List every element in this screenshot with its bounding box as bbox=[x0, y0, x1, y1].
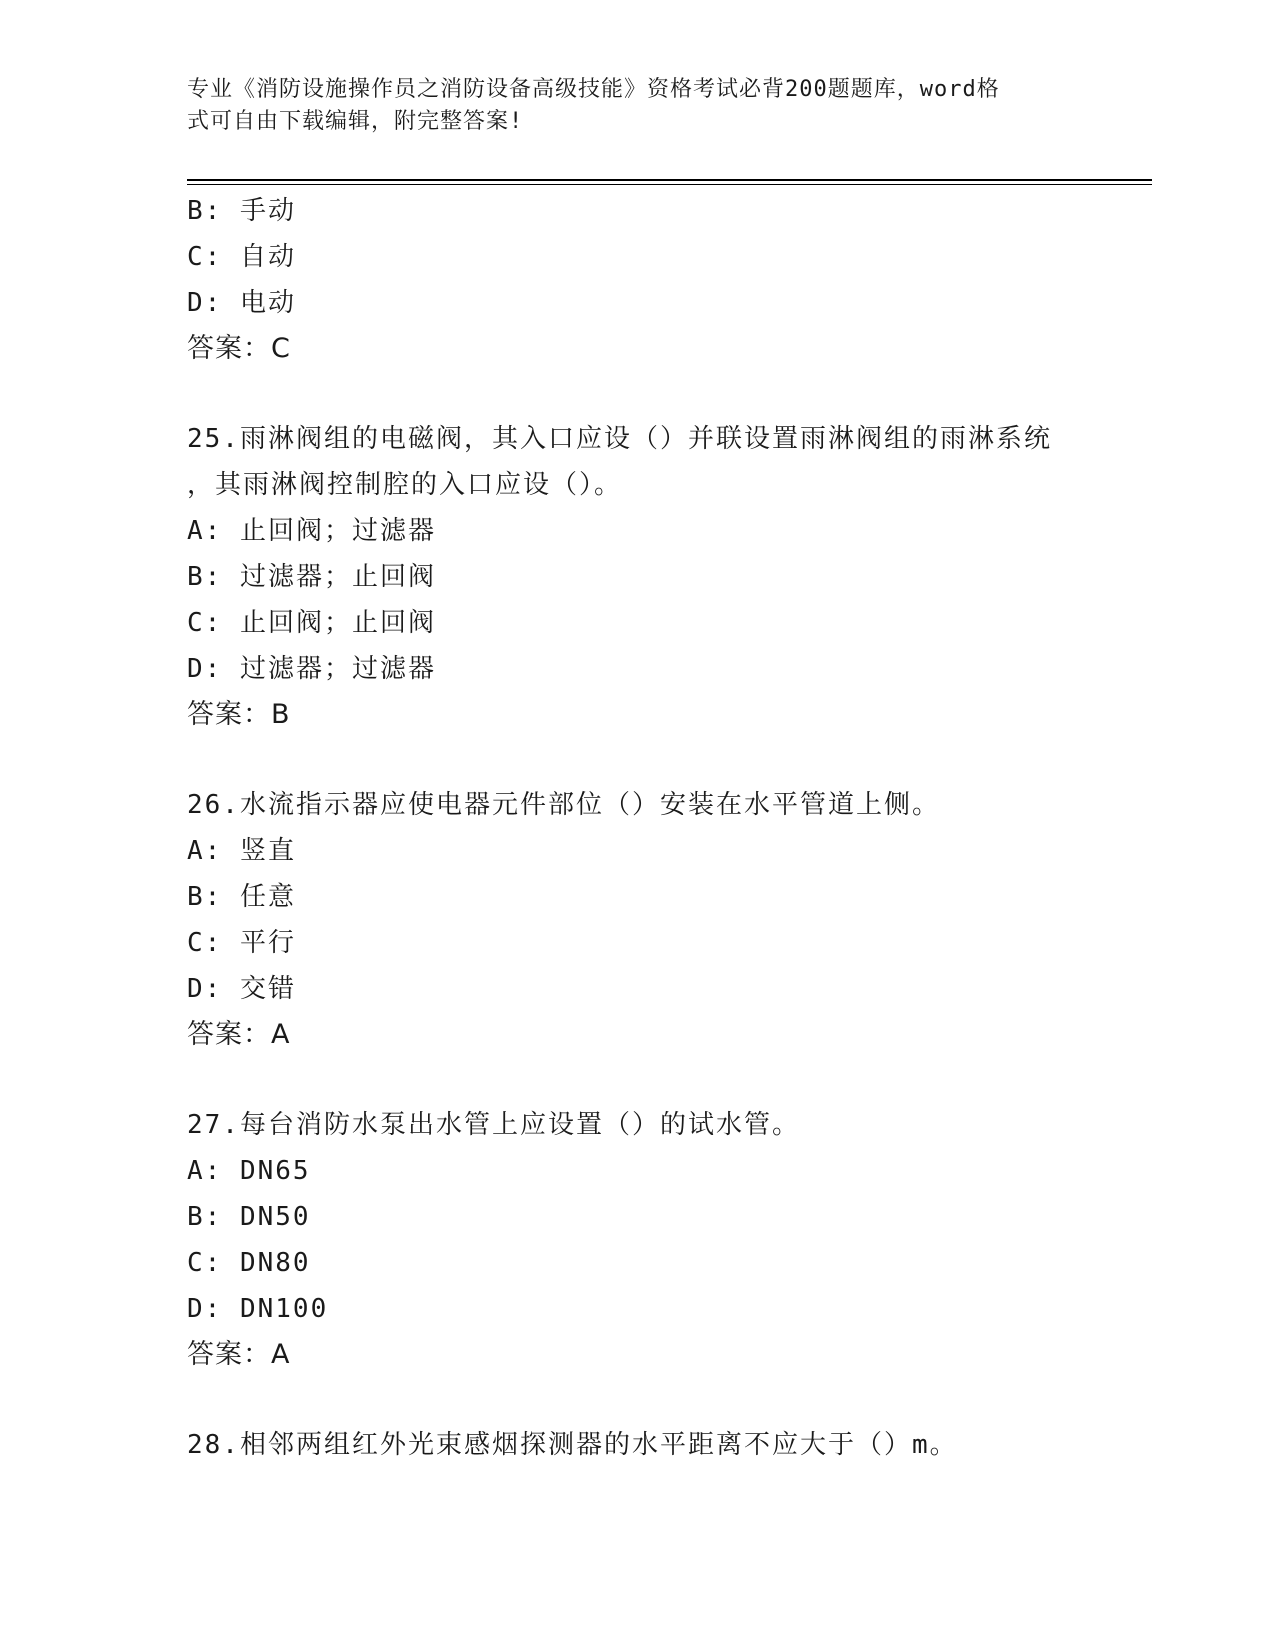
option-b: B: 过滤器；止回阀 bbox=[187, 562, 436, 592]
question-24-tail bbox=[187, 188, 1087, 372]
option-a: A: DN65 bbox=[187, 1156, 311, 1186]
question-26 bbox=[187, 782, 1087, 1058]
question-spacer bbox=[187, 738, 1087, 782]
document-header bbox=[187, 74, 1067, 138]
option-d: D: 电动 bbox=[187, 288, 296, 318]
option-c: C: 止回阀；止回阀 bbox=[187, 608, 436, 638]
question-spacer bbox=[187, 1378, 1087, 1422]
header-divider-thin bbox=[187, 184, 1152, 185]
question-text: 27.每台消防水泵出水管上应设置（）的试水管。 bbox=[187, 1110, 800, 1140]
option-d: D: DN100 bbox=[187, 1294, 329, 1324]
answer-line: 答案：C bbox=[187, 333, 291, 364]
answer-line: 答案：A bbox=[187, 1339, 291, 1370]
header-divider-thick bbox=[187, 179, 1152, 181]
header-line-1: 专业《消防设施操作员之消防设备高级技能》资格考试必背200题题库，word格 bbox=[187, 77, 1000, 102]
question-spacer bbox=[187, 1058, 1087, 1102]
question-text: 26.水流指示器应使电器元件部位（）安装在水平管道上侧。 bbox=[187, 790, 940, 820]
question-text: ，其雨淋阀控制腔的入口应设（）。 bbox=[187, 470, 623, 500]
header-line-2: 式可自由下载编辑，附完整答案! bbox=[187, 109, 524, 134]
question-text: 25.雨淋阀组的电磁阀，其入口应设（）并联设置雨淋阀组的雨淋系统 bbox=[187, 424, 1052, 454]
question-27 bbox=[187, 1102, 1087, 1378]
option-d: D: 交错 bbox=[187, 974, 296, 1004]
option-c: C: DN80 bbox=[187, 1248, 311, 1278]
option-a: A: 竖直 bbox=[187, 836, 296, 866]
option-a: A: 止回阀；过滤器 bbox=[187, 516, 436, 546]
question-25 bbox=[187, 416, 1087, 738]
answer-line: 答案：A bbox=[187, 1019, 291, 1050]
option-c: C: 自动 bbox=[187, 242, 296, 272]
question-28 bbox=[187, 1422, 1087, 1468]
question-content bbox=[187, 188, 1087, 1468]
option-b: B: 手动 bbox=[187, 196, 296, 226]
question-spacer bbox=[187, 372, 1087, 416]
option-d: D: 过滤器；过滤器 bbox=[187, 654, 436, 684]
option-c: C: 平行 bbox=[187, 928, 296, 958]
option-b: B: DN50 bbox=[187, 1202, 311, 1232]
question-text: 28.相邻两组红外光束感烟探测器的水平距离不应大于（）m。 bbox=[187, 1430, 958, 1460]
answer-line: 答案：B bbox=[187, 699, 291, 730]
option-b: B: 任意 bbox=[187, 882, 296, 912]
